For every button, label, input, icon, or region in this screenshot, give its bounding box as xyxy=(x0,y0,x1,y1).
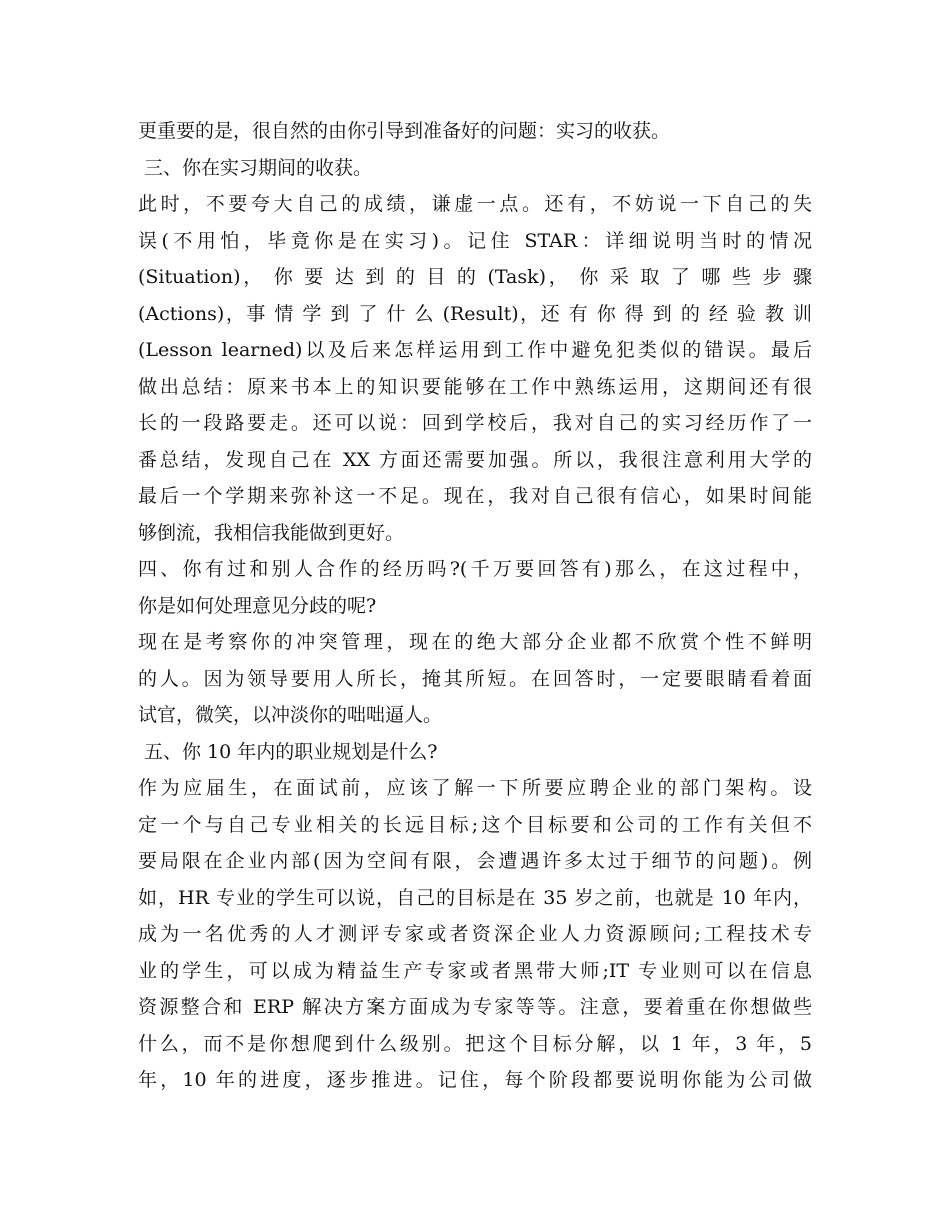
text-line: 更重要的是，很自然的由你引导到准备好的问题：实习的收获。 xyxy=(138,120,671,142)
text-line: 如，HR 专业的学生可以说，自己的目标是在 35 岁之前，也就是 10 年内， xyxy=(138,886,812,909)
text-line: 五、你 10 年内的职业规划是什么? xyxy=(138,740,438,763)
text-line: 业的学生，可以成为精益生产专家或者黑带大师;IT 专业则可以在信息 xyxy=(138,959,812,982)
text-line: 现在是考察你的冲突管理，现在的绝大部分企业都不欣赏个性不鲜明 xyxy=(138,631,812,653)
text-line: 作为应届生，在面试前，应该了解一下所要应聘企业的部门架构。设 xyxy=(138,777,812,799)
text-line: (Actions)，事 情 学 到 了 什 么 (Result)，还 有 你 得 到 的 经 验 教 训 xyxy=(138,302,812,325)
text-line: 要局限在企业内部(因为空间有限，会遭遇许多太过于细节的问题)。例 xyxy=(138,850,812,872)
text-line: 最后一个学期来弥补这一不足。现在，我对自己很有信心，如果时间能 xyxy=(138,485,812,507)
text-line: 三、你在实习期间的收获。 xyxy=(138,156,373,179)
text-line: 做出总结：原来书本上的知识要能够在工作中熟练运用，这期间还有很 xyxy=(138,375,812,398)
text-line: 误(不用怕，毕竟你是在实习)。记住 STAR：详细说明当时的情况 xyxy=(138,229,812,252)
text-line: 试官，微笑，以冲淡你的咄咄逼人。 xyxy=(138,704,443,726)
text-line: 什么，而不是你想爬到什么级别。把这个目标分解，以 1 年，3 年，5 xyxy=(138,1032,812,1055)
text-line: 资源整合和 ERP 解决方案方面成为专家等等。注意，要着重在你想做些 xyxy=(138,996,812,1018)
text-line: 此时，不要夸大自己的成绩，谦虚一点。还有，不妨说一下自己的失 xyxy=(138,193,812,215)
text-line: 定一个与自己专业相关的长远目标;这个目标要和公司的工作有关但不 xyxy=(138,813,812,836)
text-line: 你是如何处理意见分歧的呢? xyxy=(138,594,377,617)
text-line: (Lesson learned)以及后来怎样运用到工作中避免犯类似的错误。最后 xyxy=(138,339,812,361)
document-body xyxy=(138,113,812,1099)
text-line: 年，10 年的进度，逐步推进。记住，每个阶段都要说明你能为公司做 xyxy=(138,1069,812,1091)
text-line: 成为一名优秀的人才测评专家或者资深企业人力资源顾问;工程技术专 xyxy=(138,923,812,945)
text-line: 的人。因为领导要用人所长，掩其所短。在回答时，一定要眼睛看着面 xyxy=(138,667,812,690)
text-line: 够倒流，我相信我能做到更好。 xyxy=(138,521,405,544)
text-line: 长的一段路要走。还可以说：回到学校后，我对自己的实习经历作了一 xyxy=(138,412,812,434)
text-line: 四、你有过和别人合作的经历吗?(千万要回答有)那么，在这过程中， xyxy=(138,558,812,580)
text-line: (Situation)， 你 要 达 到 的 目 的 (Task)， 你 采 取 了 哪 些 步 骤 xyxy=(138,266,812,288)
text-line: 番总结，发现自己在 XX 方面还需要加强。所以，我很注意利用大学的 xyxy=(138,448,812,471)
